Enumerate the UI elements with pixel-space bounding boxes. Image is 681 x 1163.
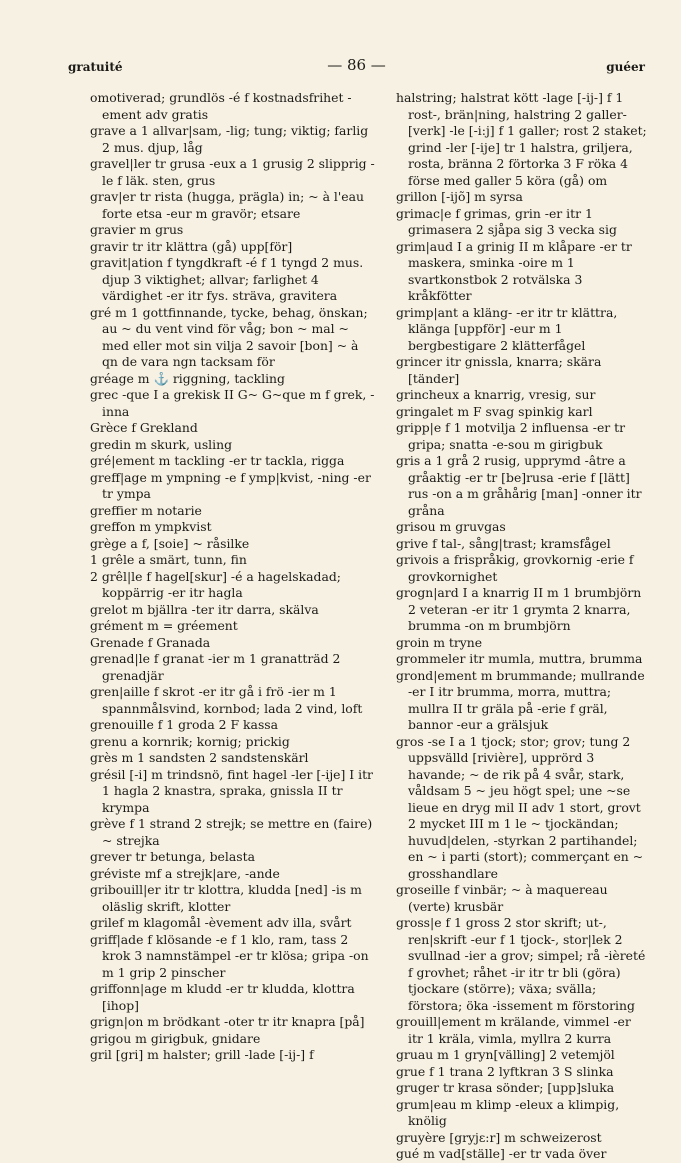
dictionary-entry: gréviste mf a strejk|are, -ande [90,865,280,881]
dictionary-entry: gredin m skurk, usling [90,436,233,452]
dictionary-entry: 2 grêl|le f hagel[skur] -é a hagelskadad; koppärrig -er itr hagla [90,568,341,600]
dictionary-entry: gros -se I a 1 tjock; stor; grov; tung 2 uppsvälld [rivière], upprörd 3 havande; ~ de rik på 4 svår, stark, våldsam 5 ~ jeu högt spel; une ~se lieue en dryg mil II adv 1 stort, grovt 2 mycket III m 1 le ~ tjockändan; huvud|delen, -styrkan 2 partihandel; en ~ i parti (stort); commerçant en ~ grosshandlare [396,733,644,881]
dictionary-entry: gross|e f 1 gross 2 stor skrift; ut-, ren|skrift -eur f 1 tjock-, stor|lek 2 svullnad -ier a grov; simpel; rå -ièreté f grovhet; råhet -ir itr tr bli (göra) tjockare (större); växa; svälla; förstora; öka -issement m förstoring [396,915,646,1013]
dictionary-entry: grésil [-i] m trindsnö, fint hagel -ler [-ije] I itr 1 hagla 2 knastra, spraka, gnissla II tr krympa [90,766,373,815]
dictionary-entry: gren|aille f skrot -er itr gå i frö -ier m 1 spannmålsvind, kornbod; lada 2 vind, loft [90,684,363,716]
dictionary-entry: grément m = gréement [90,618,238,633]
page-header [68,56,645,78]
dictionary-entry: grogn|ard I a knarrig II m 1 brumbjörn 2 veteran -er itr 1 grymta 2 knarra, brumma -on m brumbjörn [396,585,642,633]
dictionary-entry: grivois a frispråkig, grovkornig -erie f grovkornighet [396,552,634,584]
right-column [396,90,648,1161]
dictionary-entry: Grenade f Granada [90,634,211,650]
dictionary-entry: griffonn|age m kludd -er tr kludda, klottra [ihop] [90,981,355,1013]
dictionary-entry: grillon [-ijõ] m syrsa [396,189,523,204]
dictionary-entry: grimac|e f grimas, grin -er itr 1 grimasera 2 sjåpa sig 3 vecka sig [396,205,617,237]
dictionary-entry: gripp|e f 1 motvilja 2 influensa -er tr gripa; snatta -e-sou m girigbuk [396,420,626,452]
dictionary-entry: grue f 1 trana 2 lyftkran 3 S slinka [396,1063,614,1079]
dictionary-entry: grim|aud I a grinig II m klåpare -er tr maskera, sminka -oire m 1 svartkonstbok 2 rotvälska 3 kråkfötter [396,238,632,303]
dictionary-entry: gruger tr krasa sönder; [upp]sluka [396,1080,615,1095]
dictionary-entry: gré m 1 gottfinnande, tycke, behag, önskan; au ~ du vent vind för våg; bon ~ mal ~ med eller mot sin vilja 2 savoir [bon] ~ à qn de vara ngn tacksam för [90,304,368,369]
dictionary-entry: greffier m notarie [90,502,202,518]
dictionary-entry: grincer itr gnissla, knarra; skära [tänder] [396,354,602,386]
dictionary-entry: grec -que I a grekisk II G~ G~que m f grek, -inna [90,387,375,419]
dictionary-entry: 1 grêle a smärt, tunn, fin [90,552,247,567]
dictionary-entry: grège a f, [soie] ~ råsilke [90,535,250,551]
dictionary-entry: grisou m gruvgas [396,519,506,534]
dictionary-entry: gravit|ation f tyngdkraft -é f 1 tyngd 2 mus. djup 3 viktighet; allvar; farlighet 4 värdighet -er itr fys. sträva, gravitera [90,255,364,303]
dictionary-entry: grenu a kornrik; kornig; prickig [90,733,290,749]
dictionary-entry: grincheux a knarrig, vresig, sur [396,387,596,402]
dictionary-entry: gré|ement m tackling -er tr tackla, rigga [90,453,345,468]
dictionary-entry: grav|er tr rista (hugga, prägla) in; ~ à l'eau forte etsa -eur m gravör; etsare [90,189,364,221]
dictionary-entry: grimp|ant a kläng- -er itr tr klättra, klänga [uppför] -eur m 1 bergbestigare 2 klätterfågel [396,304,618,353]
header-last-word: guéer [606,60,645,74]
dictionary-entry: gravier m grus [90,222,184,237]
dictionary-entry: grond|ement m brummande; mullrande -er I itr brumma, morra, muttra; mullra II tr gräla på -erie f gräl, bannor -eur a grälsjuk [396,667,645,732]
page-number: — 86 — [327,56,386,74]
dictionary-entry: gravel|ler tr grusa -eux a 1 grusig 2 slipprig -le f läk. sten, grus [90,156,375,188]
dictionary-entry: Grèce f Grekland [90,420,198,435]
dictionary-entry: gris a 1 grå 2 rusig, upprymd -âtre a gråaktig -er tr [be]rusa -erie f [lätt] rus -on a m gråhårig [man] -onner itr gråna [396,453,642,518]
dictionary-entry: gravir tr itr klättra (gå) upp[för] [90,238,293,254]
dictionary-entry: grave a 1 allvar|sam, -lig; tung; viktig; farlig 2 mus. djup, låg [90,123,369,155]
dictionary-entry: grum|eau m klimp -eleux a klimpig, knölig [396,1096,620,1128]
dictionary-entry: gué m vad[ställe] -er tr vada över [396,1146,607,1161]
dictionary-entry: grenouille f 1 groda 2 F kassa [90,717,279,732]
dictionary-entry: grever tr betunga, belasta [90,849,255,864]
dictionary-entry: grouill|ement m krälande, vimmel -er itr 1 kräla, vimla, myllra 2 kurra [396,1014,631,1046]
dictionary-entry: greffon m ympkvist [90,519,212,534]
dictionary-entry: griff|ade f klösande -e f 1 klo, ram, tass 2 krok 3 namnstämpel -er tr klösa; gripa -on m 1 grip 2 pinscher [90,931,369,980]
dictionary-entry: grilef m klagomål -èvement adv illa, svårt [90,915,352,930]
dictionary-entry: grigou m girigbuk, gnidare [90,1030,261,1046]
dictionary-entry: halstring; halstrat kött -lage [-ij-] f 1 rost-, brän|ning, halstring 2 galler-[verk] -le [-i:j] f 1 galler; rost 2 staket; grind -ler [-ije] tr 1 halstra, griljera, rosta, bränna 2 förtorka 3 F röka 4 förse med galler 5 köra (gå) om [396,90,647,188]
dictionary-entry: grès m 1 sandsten 2 sandstenskärl [90,750,309,765]
dictionary-entry: groin m tryne [396,634,483,650]
dictionary-entry: groseille f vinbär; ~ à maquereau (verte) krusbär [396,882,608,914]
dictionary-entry: grommeler itr mumla, muttra, brumma [396,651,643,666]
dictionary-entry: omotiverad; grundlös -é f kostnadsfrihet -ement adv gratis [90,90,352,122]
dictionary-entry: grève f 1 strand 2 strejk; se mettre en (faire) ~ strejka [90,816,373,848]
dictionary-entry: grive f tal-, sång|trast; kramsfågel [396,535,611,551]
left-column [90,90,376,1086]
dictionary-entry: gréage m ⚓ riggning, tackling [90,370,285,386]
dictionary-entry: gril [gri] m halster; grill -lade [-ij-] f [90,1047,314,1062]
header-first-word: gratuité [68,60,123,74]
dictionary-entry: grenad|le f granat -ier m 1 granatträd 2 grenadjär [90,651,341,683]
dictionary-entry: greff|age m ympning -e f ymp|kvist, -ning -er tr ympa [90,469,371,501]
dictionary-entry: gruau m 1 gryn[välling] 2 vetemjöl [396,1047,615,1062]
dictionary-entry: grign|on m brödkant -oter tr itr knapra [på] [90,1014,365,1029]
dictionary-entry: gringalet m F svag spinkig karl [396,403,593,419]
dictionary-entry: grelot m bjällra -ter itr darra, skälva [90,601,319,617]
dictionary-entry: gruyère [gryjɛ:r] m schweizerost [396,1129,602,1145]
dictionary-entry: gribouill|er itr tr klottra, kludda [ned] -is m oläslig skrift, klotter [90,882,362,914]
